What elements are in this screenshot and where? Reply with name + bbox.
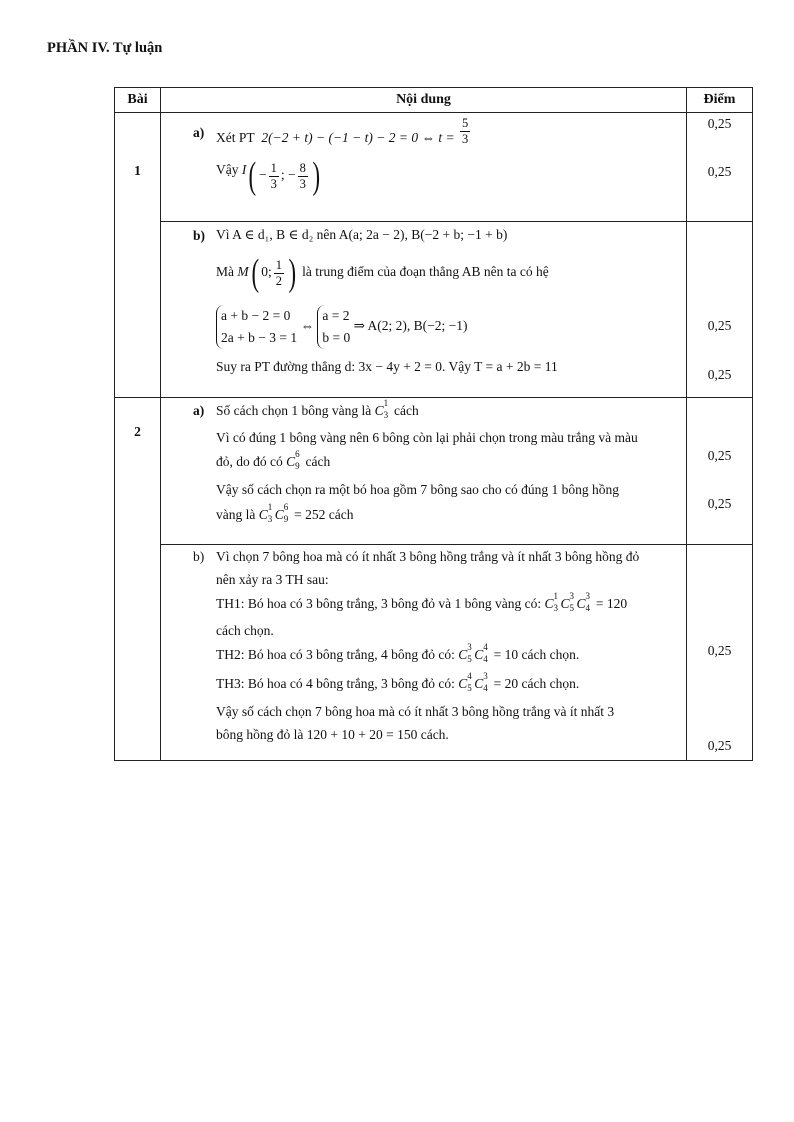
header-diem: Điểm bbox=[687, 88, 753, 113]
score: 0,25 bbox=[707, 318, 732, 333]
score: 0,25 bbox=[707, 643, 732, 658]
score: 0,25 bbox=[707, 164, 732, 179]
table-row bbox=[115, 545, 753, 761]
content-cell bbox=[161, 113, 687, 222]
header-noi-dung: Nội dung bbox=[161, 88, 687, 113]
content-line: TH1: Bó hoa có 3 bông trắng, 3 bông đỏ và 1 bông vàng có: C 1 3 C 3 5 C 3 4 = 120 bbox=[216, 591, 628, 613]
table-row bbox=[115, 222, 753, 398]
part-label: b) bbox=[193, 549, 205, 564]
content-line: Suy ra PT đường thẳng d: 3x − 4y + 2 = 0. Vậy T = a + 2b = 11 bbox=[216, 359, 558, 374]
content-line: Vậy số cách chọn 7 bông hoa mà có ít nhất 3 bông hồng trắng và ít nhất 3 bbox=[216, 704, 615, 719]
table-row bbox=[115, 398, 753, 545]
bai-cell bbox=[115, 113, 161, 398]
content-line: TH3: Bó hoa có 4 bông trắng, 3 bông đỏ có: C 4 5 C 3 4 = 20 cách chọn. bbox=[216, 671, 580, 693]
content-line: Vì có đúng 1 bông vàng nên 6 bông còn lại phải chọn trong màu trắng và màu bbox=[216, 430, 638, 445]
score: 0,25 bbox=[707, 116, 732, 131]
score: 0,25 bbox=[707, 367, 732, 382]
content-line: Vì A ∈ d₁, B ∈ d₂ nên A(a; 2a − 2), B(−2 + b; −1 + b) bbox=[216, 227, 508, 242]
score-cell bbox=[687, 113, 753, 222]
score: 0,25 bbox=[707, 448, 732, 463]
score: 0,25 bbox=[707, 738, 732, 753]
content-line: Số cách chọn 1 bông vàng là C 1 3 cách bbox=[216, 398, 419, 420]
header-bai: Bài bbox=[115, 88, 161, 113]
content-line: Vì chọn 7 bông hoa mà có ít nhất 3 bông hồng trắng và ít nhất 3 bông hồng đỏ bbox=[216, 549, 640, 564]
content-line: Vậy I( − $\frac{1}{3}$ ; − $\frac{8}{3}$ ) bbox=[216, 155, 321, 197]
content-line: vàng là C 1 3 C 6 9 = 252 cách bbox=[216, 502, 354, 524]
page-title: PHẦN IV. Tự luận bbox=[47, 40, 163, 56]
content-line: Mà M( 0; $\frac{1}{2}$ ) là trung điểm của đoạn thẳng AB nên ta có hệ bbox=[216, 252, 549, 294]
score-cell bbox=[687, 222, 753, 398]
part-label: a) bbox=[193, 403, 205, 418]
fraction: $\frac{5}{3}$ bbox=[462, 116, 469, 146]
content-line: cách chọn. bbox=[216, 623, 274, 638]
content-cell bbox=[161, 545, 687, 761]
bai-number: 2 bbox=[134, 424, 141, 439]
score: 0,25 bbox=[707, 496, 732, 511]
table-row bbox=[115, 113, 753, 222]
content-line: Vậy số cách chọn ra một bó hoa gồm 7 bông sao cho có đúng 1 bông hồng bbox=[216, 482, 620, 497]
content-line: nên xảy ra 3 TH sau: bbox=[216, 572, 329, 587]
content-cell bbox=[161, 398, 687, 545]
score-cell bbox=[687, 545, 753, 761]
content-line: đỏ, do đó có C 6 9 cách bbox=[216, 449, 331, 471]
table-header-row bbox=[115, 88, 753, 113]
score-cell bbox=[687, 398, 753, 545]
part-label: a) bbox=[193, 125, 205, 140]
equation-system: a + b − 2 = 0 2a + b − 3 = 1 ⇔ a = 2 b = 0 ⇒ A(2; 2), B(−2; −1) bbox=[216, 305, 468, 349]
content-line: TH2: Bó hoa có 3 bông trắng, 4 bông đỏ có: C 3 5 C 4 4 = 10 cách chọn. bbox=[216, 642, 580, 664]
content-line: bông hồng đỏ là 120 + 10 + 20 = 150 cách. bbox=[216, 727, 449, 742]
grading-table bbox=[114, 87, 753, 761]
content-cell bbox=[161, 222, 687, 398]
bai-number: 1 bbox=[134, 163, 141, 178]
bai-cell bbox=[115, 398, 161, 761]
part-label: b) bbox=[193, 228, 206, 243]
content-line: Xét PT 2(−2 + t) − (−1 − t) − 2 = 0 ⇔ t = $\frac{5}{3}$ bbox=[216, 116, 469, 146]
